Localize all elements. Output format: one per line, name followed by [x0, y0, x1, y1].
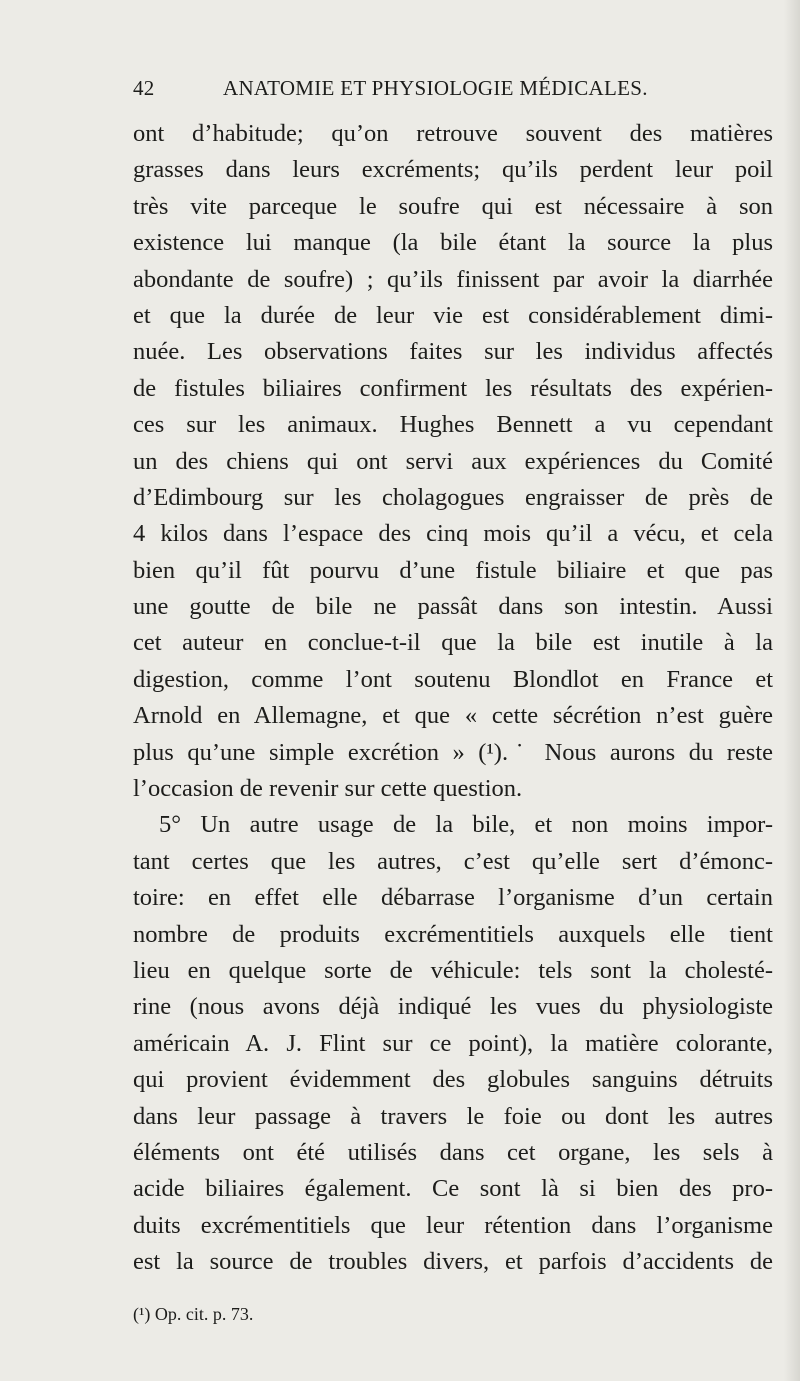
- text-line: bien qu’il fût pourvu d’une fistule biliaire et que pas: [133, 556, 773, 584]
- text-line: ont d’habitude; qu’on retrouve souvent des matières: [133, 120, 773, 147]
- text-line: américain A. J. Flint sur ce point), la matière colorante,: [133, 1029, 773, 1057]
- page-number: 42: [133, 76, 155, 100]
- text-line: nombre de produits excrémentitiels auxquels elle tient: [133, 920, 773, 948]
- text-line: tant certes que les autres, c’est qu’elle sert d’émonc-: [133, 847, 773, 875]
- text-line: de fistules biliaires confirment les résultats des expérien-: [133, 374, 773, 402]
- text-line: acide biliaires également. Ce sont là si bien des pro-: [133, 1175, 773, 1203]
- text-line: un des chiens qui ont servi aux expériences du Comité: [133, 447, 773, 475]
- text-line: dans leur passage à travers le foie ou dont les autres: [133, 1102, 773, 1130]
- text-line: 5° Un autre usage de la bile, et non moins impor-: [159, 811, 773, 839]
- text-line: ces sur les animaux. Hughes Bennett a vu cependant: [133, 411, 773, 439]
- page-edge-shadow: [784, 0, 800, 1381]
- text-line: toire: en effet elle débarrase l’organisme d’un certain: [133, 884, 773, 912]
- text-line: plus qu’une simple excrétion » (¹).˙ Nous aurons du reste: [133, 738, 773, 766]
- text-line: digestion, comme l’ont soutenu Blondlot en France et: [133, 665, 773, 693]
- text-line: et que la durée de leur vie est considérablement dimi-: [133, 301, 773, 329]
- text-line: nuée. Les observations faites sur les individus affectés: [133, 338, 773, 366]
- text-line: l’occasion de revenir sur cette question.: [133, 775, 523, 803]
- text-line: une goutte de bile ne passât dans son intestin. Aussi: [133, 593, 773, 621]
- text-line: 4 kilos dans l’espace des cinq mois qu’il a vécu, et cela: [133, 520, 773, 548]
- page-header: [133, 76, 773, 106]
- text-line: grasses dans leurs excréments; qu’ils perdent leur poil: [133, 156, 773, 184]
- body-text: [133, 116, 773, 1281]
- text-line: éléments ont été utilisés dans cet organe, les sels à: [133, 1138, 773, 1166]
- text-line: qui provient évidemment des globules sanguins détruits: [133, 1066, 773, 1094]
- footnote: (¹) Op. cit. p. 73.: [133, 1304, 254, 1324]
- text-line: d’Edimbourg sur les cholagogues engraisser de près de: [133, 483, 773, 511]
- text-line: Arnold en Allemagne, et que « cette sécrétion n’est guère: [133, 702, 773, 730]
- text-line: existence lui manque (la bile étant la source la plus: [133, 229, 773, 257]
- text-line: abondante de soufre) ; qu’ils finissent par avoir la diarrhée: [133, 265, 773, 293]
- running-title: ANATOMIE ET PHYSIOLOGIE MÉDICALES.: [223, 76, 648, 100]
- text-line: cet auteur en conclue-t-il que la bile est inutile à la: [133, 629, 773, 657]
- text-line: duits excrémentitiels que leur rétention dans l’organisme: [133, 1211, 773, 1239]
- text-line: lieu en quelque sorte de véhicule: tels sont la cholesté-: [133, 956, 773, 984]
- text-line: très vite parceque le soufre qui est nécessaire à son: [133, 192, 773, 220]
- text-line: est la source de troubles divers, et parfois d’accidents de: [133, 1248, 773, 1276]
- text-line: rine (nous avons déjà indiqué les vues du physiologiste: [133, 993, 773, 1021]
